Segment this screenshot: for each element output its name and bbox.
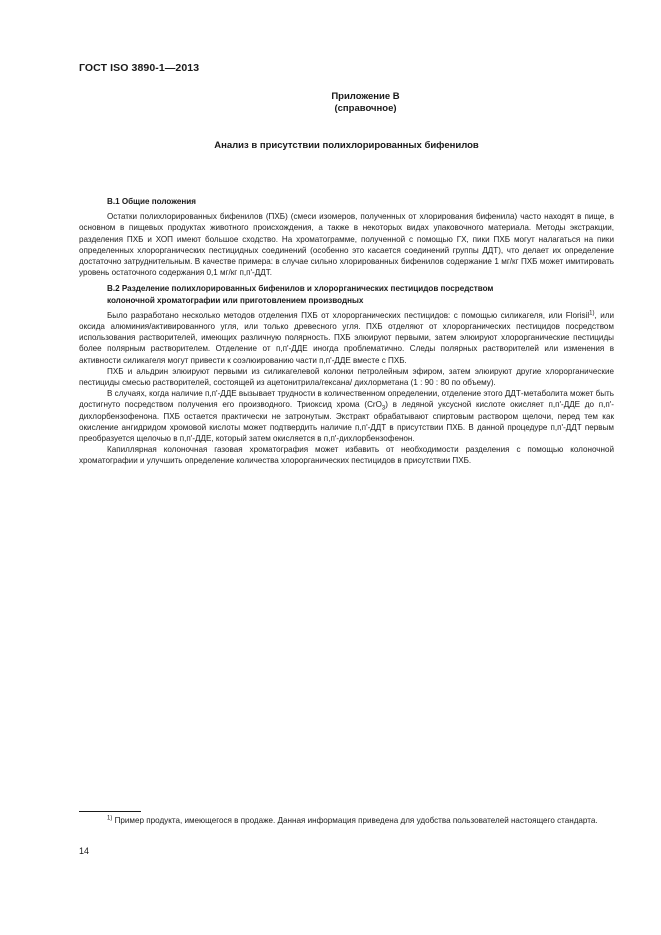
subscript: 3 xyxy=(381,406,386,413)
standard-code: ГОСТ ISO 3890-1—2013 xyxy=(79,62,200,74)
annex-title: Приложение В xyxy=(331,91,400,102)
section-2-heading-line-1: В.2 Разделение полихлорированных бифенилов и хлорорганических пестицидов посредством xyxy=(107,284,494,294)
footnote-marker: 1) xyxy=(107,815,113,822)
page-number: 14 xyxy=(79,846,90,856)
section-1-heading: В.1 Общие положения xyxy=(107,197,196,206)
paragraph-text: В случаях, когда наличие п,п'-ДДЕ вызывает трудности в количественном определении, отделение этого ДДТ-метаболита может быть достигнуто посредством получения его производного. Триоксид хрома (CrO xyxy=(79,389,614,410)
footnote-divider xyxy=(79,811,141,812)
section-2-paragraph-1 xyxy=(79,310,614,366)
document-title: Анализ в присутствии полихлорированных бифенилов xyxy=(214,140,479,151)
paragraph-text: ) в ледяной уксусной кислоте окисляет п,п'-ДДЕ до п,п'-дихлорбензофенона. ПХБ остается практически не затронутым. Экстракт обрабатывают спиртовым раствором щелочи, перед тем как окисление ангидридом хромовой кислоты может подтвердить наличие п,п'-ДДТ в присутствии ПХБ. В данной процедуре п,п'-ДДТ первым преобразуется щелочью в п,п'-ДДЕ, который затем окисляется в п,п'-дихлорбензофенон. xyxy=(79,400,614,444)
paragraph-text: , или оксида алюминия/активированного угля, или только древесного угля. ПХБ отделяют от хлорорганических пестицидов посредством использования растворителей, имеющих различную полярность. ПХБ элюируют первыми, затем элюируют хлорорганические пестициды более полярным растворителем. Отделение от п,п'-ДДЕ иногда проблематично. Следы полярных растворителей или изменения в активности силикагеля могут привести к соэлюированию части п,п'-ДДЕ вместе с ПХБ. xyxy=(79,310,614,365)
section-2-paragraph-4: Капиллярная колоночная газовая хроматография может избавить от необходимости разделения с помощью колоночной хроматографии и улучшить определение количества хлорорганических пестицидов в присутствии ПХБ. xyxy=(79,445,614,466)
section-1-paragraph: Остатки полихлорированных бифенилов (ПХБ) (смеси изомеров, полученных от хлорирования бифенила) часто находят в пище, в основном в пищевых продуктах животного происхождения, а также в некоторых видах упаковочного материала. Методы экстракции, разделения ПХБ и ХОП имеют большое сходство. На хроматограмме, полученной с помощью ГХ, пики ПХБ могут налагаться на пики определенных хлорорганических пестицидных соединений (особенно это касается соединений группы ДДТ), что делает их определение достаточно затруднительным. В качестве примера: в случае сильно хлорированных бифенилов содержание 1 мг/кг ПХБ может имитировать уровень остаточного содержания 0,1 мг/кг п,п'-ДДТ. xyxy=(79,212,614,278)
footnote-reference[interactable]: 1) xyxy=(589,310,595,317)
section-2-heading-line-2: колоночной хроматографии или приготовлением производных xyxy=(107,295,364,305)
footnote-text: Пример продукта, имеющегося в продаже. Данная информация приведена для удобства пользователей настоящего стандарта. xyxy=(112,816,598,825)
section-2-paragraph-3 xyxy=(79,388,614,444)
section-2-paragraph-2: ПХБ и альдрин элюируют первыми из силикагелевой колонки петролейным эфиром, затем элюируют другие хлорорганические пестициды смесью растворителей, состоящей из ацетонитрила/гексана/ дихлорметана (1 : 90 : 80 по объему). xyxy=(79,366,614,388)
paragraph-text: Было разработано несколько методов отделения ПХБ от хлорорганических пестицидов: с помощью силикагеля, или Florisil xyxy=(107,310,590,320)
annex-heading xyxy=(200,91,531,115)
footnote xyxy=(79,815,614,826)
section-2-heading xyxy=(107,283,614,305)
main-content xyxy=(79,196,614,467)
annex-note: (справочное) xyxy=(334,103,397,114)
